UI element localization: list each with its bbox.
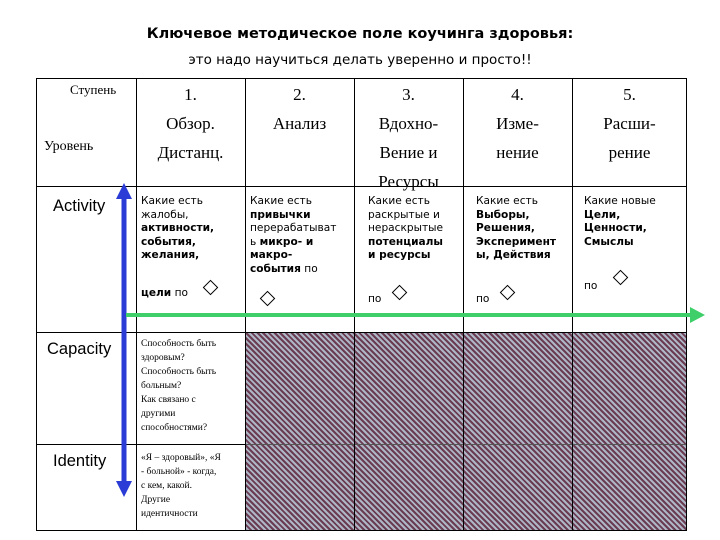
po-label: по [476, 293, 490, 305]
row-label-activity: Activity [53, 197, 106, 215]
column-title-line: Изме- [496, 114, 539, 133]
column-title-line: Обзор. [166, 114, 215, 133]
column-title-line: Ресурсы [378, 172, 439, 191]
horizontal-arrow [126, 307, 705, 323]
column-title-line: Дистанц. [157, 143, 224, 162]
activity-cell-5: Какие новые Цели, Ценности, Смыслы [584, 195, 656, 248]
activity-cell-3: Какие есть раскрытые и нераскрытые потенциалы и ресурсы [368, 195, 444, 261]
column-number: 1. [184, 85, 197, 104]
page-subtitle: это надо научиться делать уверенно и просто!! [188, 52, 532, 68]
po-label: по [368, 293, 382, 305]
goal-label: цели по [141, 287, 189, 299]
capacity-cell: Способность быть здоровым? Способность быть больным? Как связано с другими способностями? [141, 339, 217, 433]
column-title-line: нение [496, 143, 539, 162]
column-number: 2. [293, 85, 306, 104]
uroven-label: Уровень [44, 139, 94, 154]
page-title: Ключевое методическое поле коучинга здоровья: [146, 26, 574, 42]
column-number: 5. [623, 85, 636, 104]
po-label: по [584, 280, 598, 292]
vertical-double-arrow [116, 183, 132, 497]
activity-cell-1: Какие есть жалобы, активности, события, желания, [141, 195, 215, 261]
identity-cell: «Я – здоровый», «Я - больной» - когда, с кем, какой. Другие идентичности [141, 453, 221, 519]
row-label-capacity: Capacity [47, 340, 112, 358]
row-label-identity: Identity [53, 452, 107, 470]
column-title-line: Вдохно- [378, 114, 439, 133]
column-title-line: рение [608, 143, 651, 162]
column-title-line: Расши- [603, 114, 656, 133]
stupen-label: Ступень [70, 82, 117, 97]
column-title-line: Анализ [272, 114, 327, 133]
activity-cell-4: Какие есть Выборы, Решения, Эксперимент ы, Действия [476, 195, 557, 261]
column-number: 3. [402, 85, 415, 104]
activity-cell-2: Какие есть привычки перерабатыват ь микро- и макро- события по [250, 195, 337, 275]
column-title-line: Вение и [379, 143, 438, 162]
column-number: 4. [511, 85, 524, 104]
